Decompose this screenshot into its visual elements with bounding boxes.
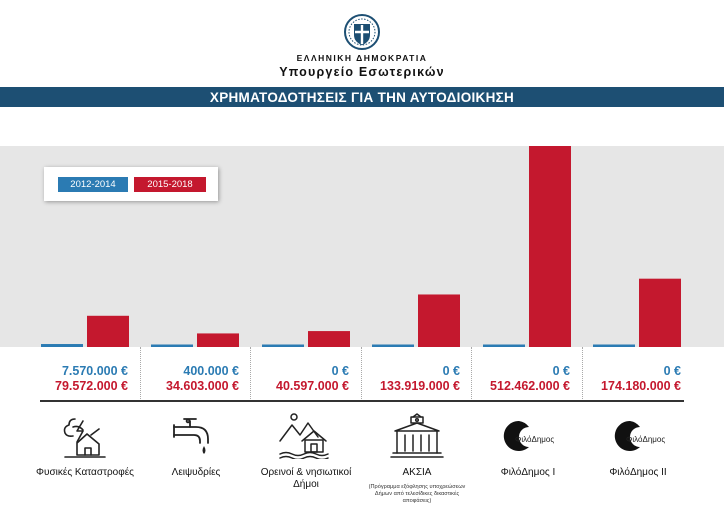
bar-2015-2018-1 (197, 333, 239, 347)
value-label-2012-2014: 0 € (663, 364, 681, 378)
bar-2015-2018-0 (87, 316, 129, 347)
filodimos-logo-text: ΦιλόΔημος (626, 435, 666, 444)
value-label-2015-2018: 512.462.000 € (490, 379, 570, 393)
bar-2015-2018-4 (529, 146, 571, 347)
filodimos-logo (610, 413, 666, 459)
bar-2012-2014-2 (262, 345, 304, 348)
legend-2015-2018: 2015-2018 (134, 177, 206, 192)
category-note: (Πρόγραμμα εξόφλησης υποχρεώσεων Δήμων από τελεσίδικες δικαστικές αποφάσεις) (368, 484, 466, 504)
storm-house-icon (57, 413, 113, 459)
republic-label: ΕΛΛΗΝΙΚΗ ΔΗΜΟΚΡΑΤΙΑ (296, 53, 428, 63)
value-label-2015-2018: 34.603.000 € (166, 379, 239, 393)
bar-2012-2014-4 (483, 345, 525, 348)
filodimos-logo (499, 413, 555, 459)
faucet-icon (168, 413, 224, 459)
legend-2012-2014: 2012-2014 (58, 177, 128, 192)
value-label-2012-2014: 400.000 € (183, 364, 239, 378)
ministry-label: Υπουργείο Εσωτερικών (279, 65, 445, 79)
value-label-2015-2018: 40.597.000 € (276, 379, 349, 393)
value-label-2012-2014: 0 € (442, 364, 460, 378)
category-label: ΦιλόΔημος Ι (500, 467, 556, 478)
legend (44, 167, 218, 201)
value-label-2012-2014: 0 € (331, 364, 349, 378)
value-label-2015-2018: 133.919.000 € (380, 379, 460, 393)
value-label-2015-2018: 174.180.000 € (601, 379, 681, 393)
bar-2012-2014-1 (151, 345, 193, 348)
category-label: ΑΚΣΙΑ (402, 467, 432, 478)
bar-2012-2014-0 (41, 344, 83, 347)
value-label-2012-2014: 7.570.000 € (61, 364, 128, 378)
town-hall-icon (389, 413, 445, 459)
bar-2015-2018-3 (418, 294, 460, 347)
value-label-2015-2018: 79.572.000 € (55, 379, 128, 393)
category-label: ΦιλόΔημος ΙΙ (609, 467, 667, 478)
mountain-house-icon (278, 413, 334, 459)
category-label: Φυσικές Καταστροφές (36, 467, 134, 478)
bar-2012-2014-5 (593, 345, 635, 348)
title-banner: ΧΡΗΜΑΤΟΔΟΤΗΣΕΙΣ ΓΙΑ ΤΗΝ ΑΥΤΟΔΙΟΙΚΗΣΗ (0, 87, 724, 107)
value-label-2012-2014: 0 € (552, 364, 570, 378)
axis-baseline (40, 400, 684, 402)
category-label: Λειψυδρίες (171, 467, 221, 478)
bar-2012-2014-3 (372, 345, 414, 348)
filodimos-logo-text: ΦιλόΔημος (515, 435, 555, 444)
bar-2015-2018-2 (308, 331, 350, 347)
category-label: Ορεινοί & νησιωτικοί Δήμοι (260, 467, 352, 490)
bar-2015-2018-5 (639, 279, 681, 347)
